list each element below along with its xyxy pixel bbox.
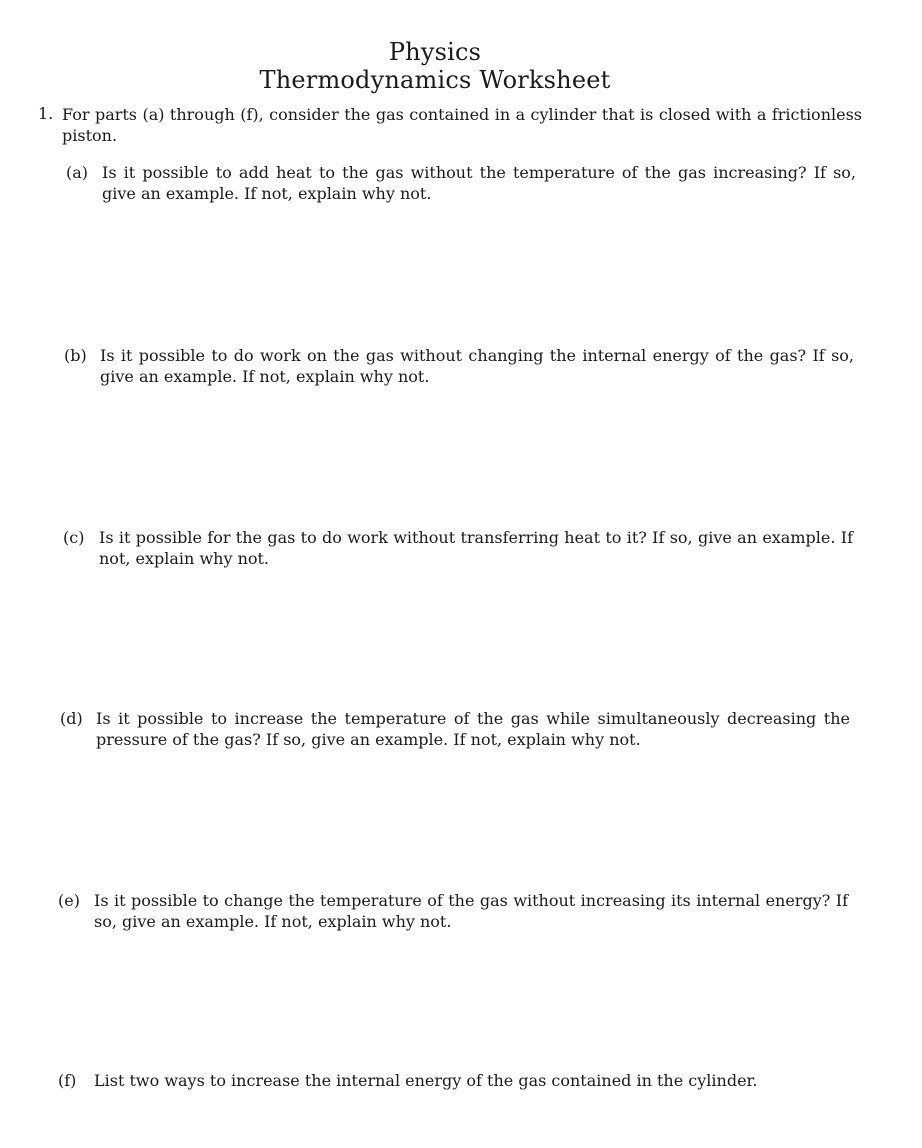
question-number: 1.: [38, 104, 54, 123]
part-d-label: (d): [60, 709, 83, 728]
part-c-label: (c): [63, 528, 85, 547]
question-intro: For parts (a) through (f), consider the gas contained in a cylinder that is closed with a frictionless piston.: [62, 105, 862, 145]
worksheet-title: Thermodynamics Worksheet: [259, 66, 611, 94]
part-b-text: Is it possible to do work on the gas without changing the internal energy of the gas? If so, give an example. If not, explain why not.: [100, 346, 854, 386]
part-e: [58, 890, 848, 932]
part-f-text: List two ways to increase the internal energy of the gas contained in the cylinder.: [94, 1071, 758, 1090]
part-d-text: Is it possible to increase the temperature of the gas while simultaneously decreasing the pressure of the gas? If so, give an example. If not, explain why not.: [96, 709, 850, 749]
part-a-label: (a): [66, 163, 89, 182]
part-a-text: Is it possible to add heat to the gas without the temperature of the gas increasing? If so, give an example. If not, explain why not.: [102, 163, 856, 203]
part-c-text: Is it possible for the gas to do work without transferring heat to it? If so, give an example. If not, explain why not.: [99, 528, 853, 568]
part-d: [60, 708, 850, 750]
part-e-label: (e): [58, 891, 80, 910]
part-f-label: (f): [58, 1071, 77, 1090]
part-b-label: (b): [64, 346, 87, 365]
part-c: [63, 527, 853, 569]
part-f: [58, 1070, 848, 1091]
part-e-text: Is it possible to change the temperature of the gas without increasing its internal energy? If so, give an example. If not, explain why not.: [94, 891, 848, 931]
part-a: [66, 162, 856, 204]
subject-heading: Physics: [388, 38, 482, 66]
part-b: [64, 345, 854, 387]
